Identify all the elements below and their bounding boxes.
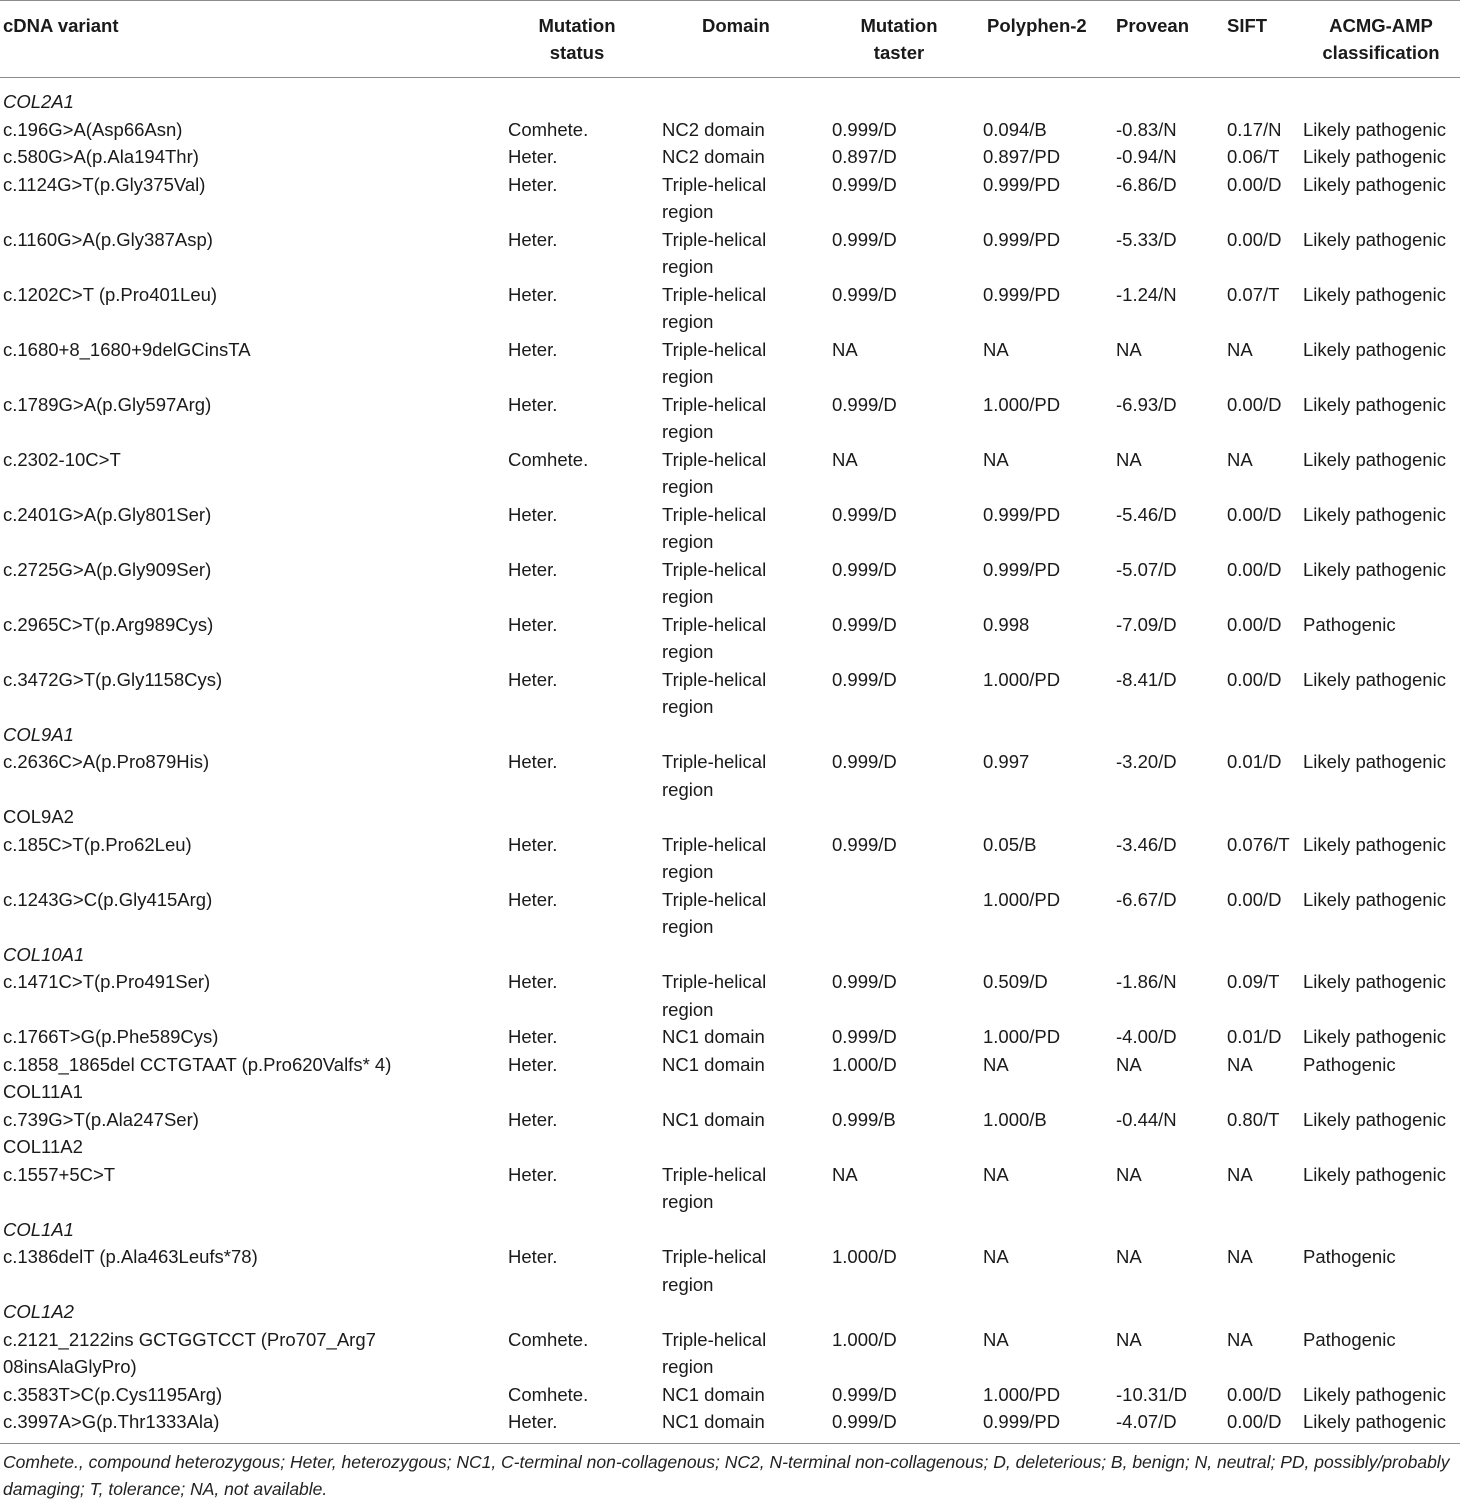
cell-acmg: Likely pathogenic [1303,146,1446,167]
cell-mutation-taster: NA [832,338,858,360]
header-rule [0,77,1460,78]
cell-domain [662,336,766,391]
cell-line: c.1243G>C(p.Gly415Arg) [3,888,213,910]
cell-polyphen: 0.999/PD [983,173,1061,195]
cell-line: c.1789G>A(p.Gly597Arg) [3,393,212,415]
cell-variant [3,336,251,364]
cell-polyphen: 0.999/PD [983,558,1061,580]
cell-variant [3,831,192,859]
cell-sift: 0.00/D [1227,613,1282,635]
cell-sift: 0.06/T [1227,146,1280,167]
cell-polyphen: 0.999/PD [983,1411,1061,1432]
cell-line: region [662,778,714,800]
table-footnote: Comhete., compound heterozygous; Heter, heterozygous; NC1, C-terminal non-collagenous; NC2, N-terminal non-collagenous; D, deleterious; B, benign; N, neutral; PD, possibly/probably damaging; T, tolerance; NA, not available. [3,1452,1450,1499]
header-line: taster [873,42,925,63]
cell-sift: NA [1227,1246,1253,1267]
cell-line: NC1 domain [662,1411,765,1432]
cell-line: region [662,696,714,717]
header-mutation-status [524,12,630,66]
cell-polyphen: NA [983,1163,1009,1185]
cell-mutation-taster: 1.000/D [832,1328,897,1350]
cell-variant [3,1106,199,1134]
cell-acmg: Pathogenic [1303,1246,1396,1267]
cell-line: c.2965C>T(p.Arg989Cys) [3,613,214,635]
cell-polyphen: 0.998 [983,613,1030,635]
cell-polyphen: 0.897/PD [983,146,1061,167]
cell-line: c.2636C>A(p.Pro879His) [3,751,210,772]
cell-line: c.1386delT (p.Ala463Leufs*78) [3,1246,258,1267]
cell-line: c.196G>A(Asp66Asn) [3,118,183,140]
cell-domain [662,116,765,144]
cell-sift: 0.00/D [1227,393,1282,415]
cell-mutation-status: Heter. [508,338,558,360]
cell-domain [662,1381,765,1409]
header-polyphen: Polyphen-2 [987,15,1087,36]
cell-acmg: Likely pathogenic [1303,1108,1446,1130]
cell-line: region [662,641,714,662]
cell-sift: NA [1227,1053,1253,1075]
gene-label: COL1A2 [3,1301,74,1322]
cell-line: Triple-helical [662,393,767,415]
cell-mutation-status: Heter. [508,283,558,305]
cell-line: Triple-helical [662,1328,767,1350]
cell-variant [3,1408,219,1436]
cell-variant [3,611,213,639]
cell-domain [662,556,766,611]
cell-sift: 0.00/D [1227,1411,1282,1432]
cell-polyphen: 1.000/PD [983,1383,1061,1405]
cell-mutation-status: Heter. [508,751,558,772]
cell-domain [662,1023,765,1051]
cell-sift: 0.00/D [1227,668,1282,690]
cell-mutation-status: Heter. [508,503,558,525]
gene-label: COL1A1 [3,1218,74,1240]
cell-line: Triple-helical [662,888,767,910]
cell-variant [3,1051,391,1079]
cell-sift: 0.00/D [1227,888,1282,910]
cell-line: c.3583T>C(p.Cys1195Arg) [3,1383,223,1405]
cell-mutation-taster: 0.999/D [832,613,897,635]
cell-provean: NA [1116,1163,1142,1185]
cell-sift: NA [1227,338,1253,360]
cell-mutation-taster: 0.999/D [832,668,897,690]
cell-variant [3,1161,115,1189]
header-line: status [549,42,605,63]
cell-sift: NA [1227,1163,1253,1185]
cell-mutation-taster: 1.000/D [832,1246,897,1267]
cell-line: region [662,476,714,497]
cell-line: c.1471C>T(p.Pro491Ser) [3,971,211,992]
cell-line: region [662,311,714,332]
cell-mutation-status: Heter. [508,613,558,635]
header-line: classification [1322,42,1440,63]
cell-polyphen: 1.000/PD [983,668,1061,690]
cell-line: Triple-helical [662,503,767,525]
cell-sift: 0.80/T [1227,1108,1280,1130]
cell-mutation-status: Heter. [508,1411,558,1432]
cell-domain [662,391,766,446]
table-header-row [0,12,1460,72]
cell-line: c.1680+8_1680+9delGCinsTA [3,338,251,360]
cell-variant [3,666,222,694]
cell-mutation-taster: 0.999/D [832,118,897,140]
cell-line: c.2401G>A(p.Gly801Ser) [3,503,212,525]
cell-line: Triple-helical [662,173,767,195]
bottom-rule [0,1443,1460,1444]
cell-domain [662,1243,766,1298]
cell-acmg: Pathogenic [1303,1053,1396,1075]
cell-domain [662,748,766,803]
cell-domain [662,226,766,281]
header-line: Mutation [538,15,616,36]
cell-provean: -5.46/D [1116,503,1177,525]
cell-sift: 0.09/T [1227,971,1280,992]
cell-mutation-status: Heter. [508,888,558,910]
cell-line: c.580G>A(p.Ala194Thr) [3,146,199,167]
cell-provean: NA [1116,1328,1142,1350]
cell-sift: 0.01/D [1227,1026,1282,1047]
cell-polyphen: 0.999/PD [983,283,1061,305]
cell-domain [662,281,766,336]
cell-provean: NA [1116,1053,1142,1075]
cell-line: c.739G>T(p.Ala247Ser) [3,1108,199,1130]
cell-domain [662,143,765,171]
cell-mutation-status: Heter. [508,393,558,415]
cell-variant [3,171,205,199]
cell-provean: NA [1116,1246,1142,1267]
header-acmg-classification [1310,12,1452,66]
cell-mutation-taster: 0.999/D [832,393,897,415]
cell-mutation-taster: 0.897/D [832,146,897,167]
cell-mutation-taster: 0.999/D [832,1411,897,1432]
cell-acmg: Likely pathogenic [1303,1383,1446,1405]
cell-mutation-status: Heter. [508,1026,558,1047]
cell-line: region [662,201,714,222]
cell-line: c.3997A>G(p.Thr1333Ala) [3,1411,220,1432]
cell-domain [662,446,766,501]
cell-variant [3,886,212,914]
cell-provean: -6.67/D [1116,888,1177,910]
cell-line: c.3472G>T(p.Gly1158Cys) [3,668,223,690]
cell-acmg: Likely pathogenic [1303,338,1446,360]
cell-polyphen: 0.999/PD [983,228,1061,250]
cell-polyphen: 0.509/D [983,971,1048,992]
cell-line: NC2 domain [662,146,765,167]
header-domain: Domain [702,15,770,36]
cell-mutation-status: Comhete. [508,448,589,470]
gene-label: COL11A2 [3,1136,83,1157]
cell-variant [3,748,209,776]
cell-mutation-taster: 0.999/D [832,833,897,855]
gene-label: COL10A1 [3,943,85,965]
cell-mutation-taster: 0.999/D [832,228,897,250]
cell-line: Triple-helical [662,613,767,635]
cell-line: region [662,916,714,937]
cell-provean: -7.09/D [1116,613,1177,635]
cell-mutation-status: Heter. [508,668,558,690]
cell-domain [662,171,766,226]
header-line: Mutation [860,15,938,36]
cell-line: c.1160G>A(p.Gly387Asp) [3,228,213,250]
cell-domain [662,831,766,886]
cell-domain [662,968,766,1023]
cell-line: Triple-helical [662,283,767,305]
cell-sift: 0.17/N [1227,118,1282,140]
cell-mutation-taster: 0.999/D [832,173,897,195]
cell-variant [3,116,182,144]
cell-provean: NA [1116,338,1142,360]
cell-domain [662,886,766,941]
cell-variant [3,556,211,584]
cell-mutation-status: Heter. [508,228,558,250]
cell-polyphen: NA [983,1246,1009,1267]
cell-line: c.2302-10C>T [3,448,121,470]
cell-mutation-status: Heter. [508,1246,558,1267]
cell-acmg: Likely pathogenic [1303,888,1446,910]
cell-line: c.1858_1865del CCTGTAAT (p.Pro620Valfs* 4) [3,1053,392,1075]
cell-line: c.2121_2122ins GCTGGTCCT (Pro707_Arg7 [3,1328,376,1350]
cell-domain [662,611,766,666]
cell-provean: -4.00/D [1116,1026,1177,1047]
cell-line: region [662,1273,714,1295]
cell-mutation-status: Heter. [508,146,558,167]
cell-acmg: Likely pathogenic [1303,668,1446,690]
cell-acmg: Likely pathogenic [1303,503,1446,525]
cell-mutation-status: Heter. [508,971,558,992]
cell-variant [3,281,217,309]
cell-line: region [662,366,714,387]
cell-acmg: Likely pathogenic [1303,393,1446,415]
cell-provean: -0.83/N [1116,118,1177,140]
cell-sift: NA [1227,1328,1253,1350]
cell-line: c.1202C>T (p.Pro401Leu) [3,283,218,305]
cell-acmg: Pathogenic [1303,1328,1396,1350]
cell-mutation-taster: 0.999/D [832,503,897,525]
header-line: ACMG-AMP [1329,15,1433,36]
cell-sift: 0.00/D [1227,228,1282,250]
cell-mutation-status: Comhete. [508,118,589,140]
cell-mutation-status: Heter. [508,1108,558,1130]
cell-line: NC1 domain [662,1026,765,1047]
cell-sift: NA [1227,448,1253,470]
cell-polyphen: 1.000/B [983,1108,1047,1130]
gene-label: COL9A1 [3,723,74,745]
cell-line: Triple-helical [662,1163,767,1185]
cell-acmg: Likely pathogenic [1303,118,1446,140]
cell-domain [662,1106,765,1134]
cell-acmg: Likely pathogenic [1303,1411,1446,1432]
gene-label: COL2A1 [3,91,74,112]
cell-mutation-status: Heter. [508,833,558,855]
cell-polyphen: 1.000/PD [983,1026,1061,1047]
cell-line: c.1766T>G(p.Phe589Cys) [3,1026,219,1047]
cell-acmg: Likely pathogenic [1303,173,1446,195]
cell-polyphen: 0.999/PD [983,503,1061,525]
cell-line: c.185C>T(p.Pro62Leu) [3,833,192,855]
cell-sift: 0.00/D [1227,173,1282,195]
header-provean: Provean [1116,15,1190,36]
cell-domain [662,501,766,556]
cell-polyphen: 1.000/PD [983,888,1061,910]
cell-provean: -8.41/D [1116,668,1177,690]
cell-provean: -5.07/D [1116,558,1177,580]
cell-polyphen: NA [983,1328,1009,1350]
cell-mutation-status: Heter. [508,1053,558,1075]
cell-acmg: Likely pathogenic [1303,558,1446,580]
cell-line: NC1 domain [662,1383,765,1405]
cell-polyphen: NA [983,1053,1009,1075]
cell-variant [3,143,199,171]
cell-line: region [662,421,714,442]
cell-mutation-taster: 0.999/D [832,751,897,772]
cell-line: Triple-helical [662,751,767,772]
cell-sift: 0.076/T [1227,833,1290,855]
cell-line: c.1124G>T(p.Gly375Val) [3,173,206,195]
cell-variant [3,1023,218,1051]
cell-provean: NA [1116,448,1142,470]
cell-line: Triple-helical [662,448,767,470]
cell-mutation-taster: 1.000/D [832,1053,897,1075]
cell-sift: 0.01/D [1227,751,1282,772]
cell-domain [662,1326,766,1381]
gene-label: COL11A1 [3,1081,83,1102]
cell-line: NC2 domain [662,118,765,140]
cell-mutation-status: Heter. [508,1163,558,1185]
cell-acmg: Likely pathogenic [1303,833,1446,855]
cell-line: Triple-helical [662,1246,767,1267]
cell-line: region [662,256,714,277]
cell-variant [3,968,210,996]
cell-mutation-taster: NA [832,1163,858,1185]
cell-acmg: Likely pathogenic [1303,751,1446,772]
cell-line: region [662,586,714,607]
cell-acmg: Likely pathogenic [1303,971,1446,992]
cell-provean: -10.31/D [1116,1383,1187,1405]
cell-polyphen: NA [983,338,1009,360]
header-mutation-taster [846,12,952,66]
cell-domain [662,1161,766,1216]
cell-sift: 0.00/D [1227,558,1282,580]
cell-line: 08insAlaGlyPro) [3,1356,137,1377]
cell-acmg: Likely pathogenic [1303,1163,1446,1185]
cell-acmg: Pathogenic [1303,613,1396,635]
cell-variant [3,226,213,254]
cell-mutation-status: Comhete. [508,1383,589,1405]
cell-polyphen: 0.094/B [983,118,1047,140]
cell-provean: -1.24/N [1116,283,1177,305]
cell-provean: -4.07/D [1116,1411,1177,1432]
cell-variant [3,1243,258,1271]
cell-polyphen: 0.997 [983,751,1030,772]
cell-variant [3,1381,222,1409]
cell-mutation-taster: 0.999/D [832,1383,897,1405]
cell-mutation-status: Heter. [508,173,558,195]
cell-line: Triple-helical [662,558,767,580]
cell-mutation-status: Heter. [508,558,558,580]
cell-mutation-taster: 0.999/D [832,971,897,992]
cell-polyphen: 0.05/B [983,833,1037,855]
cell-provean: -3.20/D [1116,751,1177,772]
cell-sift: 0.00/D [1227,1383,1282,1405]
cell-line: NC1 domain [662,1108,765,1130]
cell-line: Triple-helical [662,971,767,992]
cell-line: Triple-helical [662,668,767,690]
cell-variant [3,1326,376,1381]
cell-line: Triple-helical [662,833,767,855]
cell-line: c.2725G>A(p.Gly909Ser) [3,558,212,580]
cell-provean: -6.93/D [1116,393,1177,415]
cell-mutation-taster: 0.999/D [832,558,897,580]
cell-polyphen: NA [983,448,1009,470]
cell-line: c.1557+5C>T [3,1163,116,1185]
cell-provean: -3.46/D [1116,833,1177,855]
cell-mutation-taster: 0.999/D [832,283,897,305]
cell-domain [662,1051,765,1079]
cell-acmg: Likely pathogenic [1303,1026,1446,1047]
cell-mutation-taster: NA [832,448,858,470]
cell-line: region [662,1191,714,1212]
cell-line: region [662,1356,714,1377]
cell-line: Triple-helical [662,228,767,250]
cell-acmg: Likely pathogenic [1303,228,1446,250]
cell-line: region [662,861,714,882]
cell-acmg: Likely pathogenic [1303,283,1446,305]
cell-variant [3,446,121,474]
cell-provean: -5.33/D [1116,228,1177,250]
cell-mutation-status: Comhete. [508,1328,589,1350]
header-cdna-variant: cDNA variant [3,15,119,36]
cell-acmg: Likely pathogenic [1303,448,1446,470]
header-sift: SIFT [1227,15,1268,36]
cell-mutation-taster: 0.999/B [832,1108,896,1130]
gene-label: COL9A2 [3,806,74,827]
cell-polyphen: 1.000/PD [983,393,1061,415]
cell-sift: 0.00/D [1227,503,1282,525]
cell-line: region [662,531,714,552]
cell-domain [662,666,766,721]
cell-sift: 0.07/T [1227,283,1280,305]
cell-line: NC1 domain [662,1053,765,1075]
cell-mutation-taster: 0.999/D [832,1026,897,1047]
top-rule [0,0,1460,1]
cell-variant [3,391,211,419]
cell-provean: -6.86/D [1116,173,1177,195]
cell-domain [662,1408,765,1436]
cell-provean: -0.94/N [1116,146,1177,167]
cell-provean: -0.44/N [1116,1108,1177,1130]
cell-line: Triple-helical [662,338,767,360]
cell-line: region [662,998,714,1020]
cell-variant [3,501,211,529]
cell-provean: -1.86/N [1116,971,1177,992]
